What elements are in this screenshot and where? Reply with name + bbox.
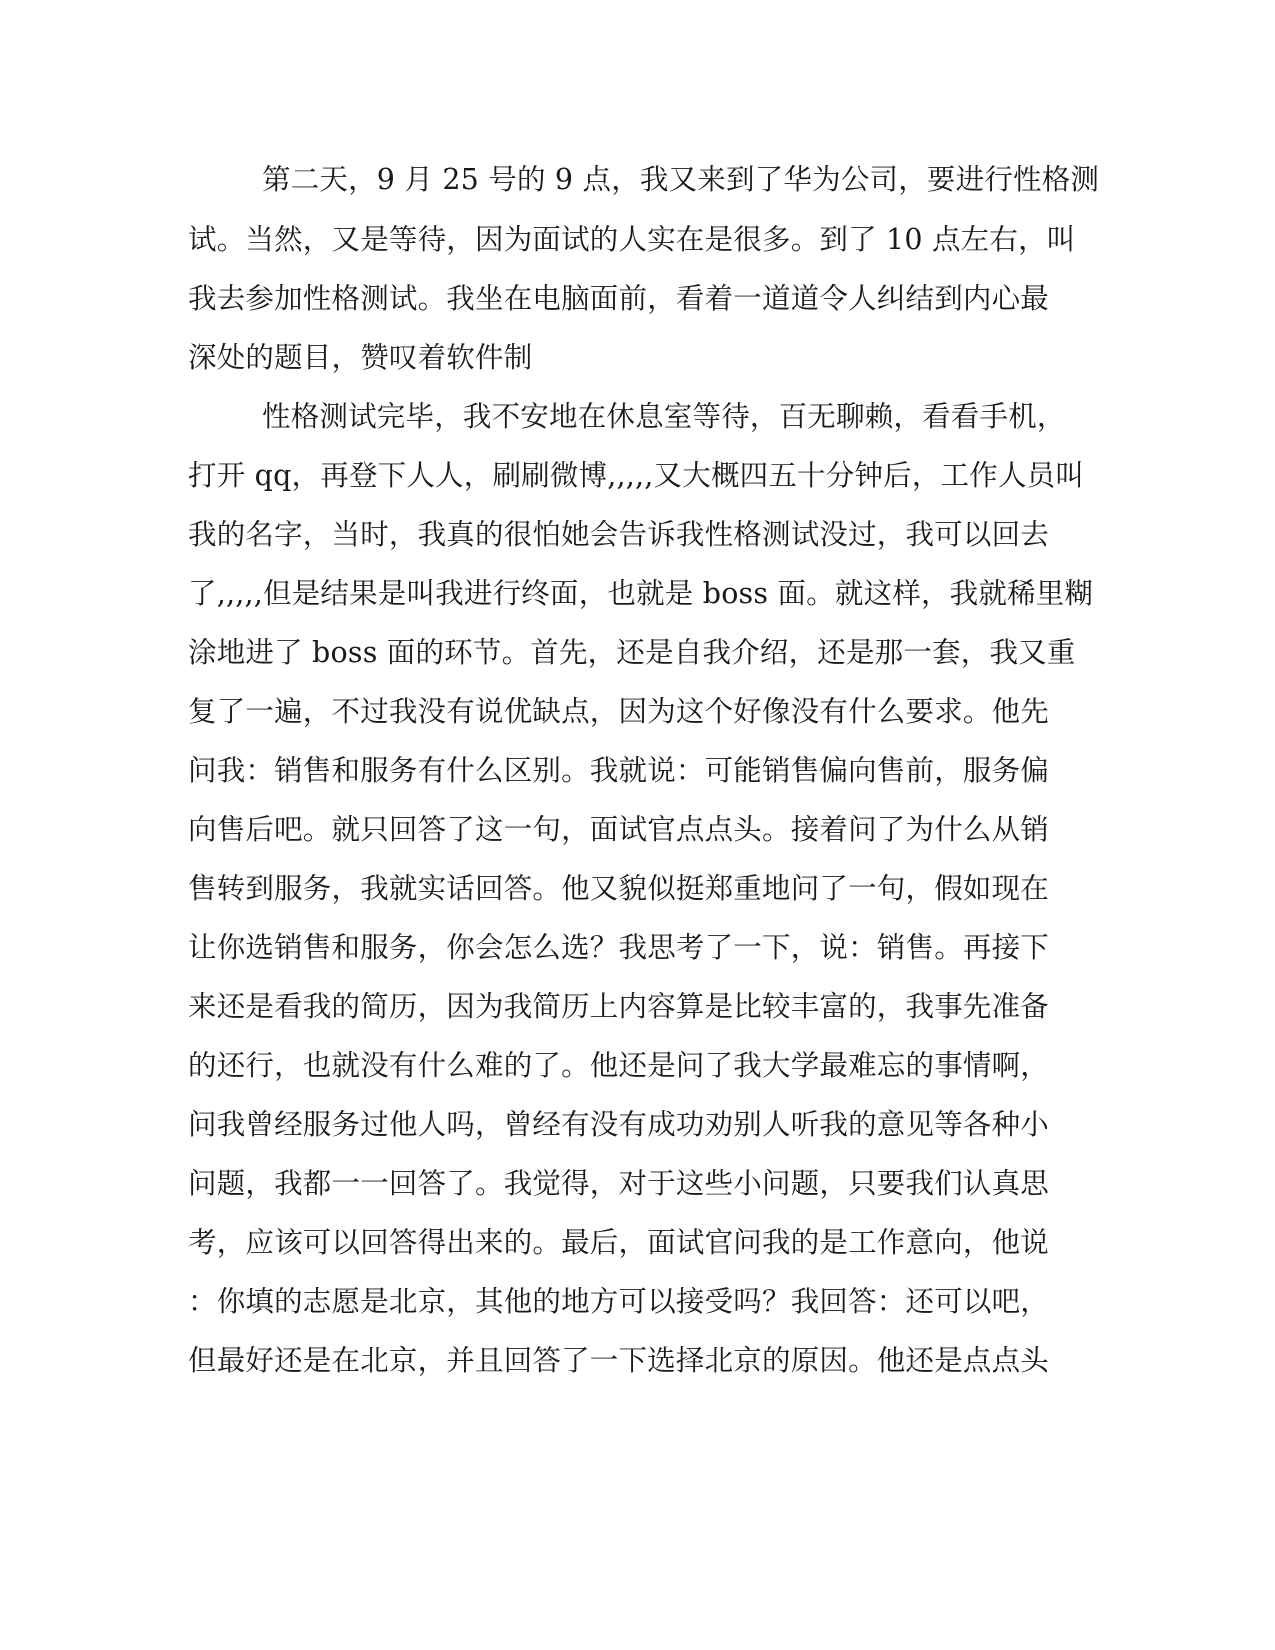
paragraph-2-line-10: 让你选销售和服务，你会怎么选？我思考了一下，说：销售。再接下 xyxy=(188,931,1050,964)
paragraph-1-line-4: 深处的题目，赞叹着软件制 xyxy=(188,341,533,374)
paragraph-2-line-7: 问我：销售和服务有什么区别。我就说：可能销售偏向售前，服务偏 xyxy=(188,754,1050,787)
paragraph-1-line-2: 试。当然，又是等待，因为面试的人实在是很多。到了 10 点左右，叫 xyxy=(188,223,1076,256)
paragraph-2-line-9: 售转到服务，我就实话回答。他又貌似挺郑重地问了一句，假如现在 xyxy=(188,872,1050,905)
paragraph-2-line-14: 问题，我都一一回答了。我觉得，对于这些小问题，只要我们认真思 xyxy=(188,1167,1050,1200)
paragraph-2-line-6: 复了一遍，不过我没有说优缺点，因为这个好像没有什么要求。他先 xyxy=(188,695,1050,728)
paragraph-2-line-12: 的还行，也就没有什么难的了。他还是问了我大学最难忘的事情啊， xyxy=(188,1049,1050,1082)
paragraph-2-line-1: 性格测试完毕，我不安地在休息室等待，百无聊赖，看看手机， xyxy=(262,400,1066,433)
paragraph-2-line-3: 我的名字，当时，我真的很怕她会告诉我性格测试没过，我可以回去 xyxy=(188,518,1050,551)
paragraph-2-line-17: 但最好还是在北京，并且回答了一下选择北京的原因。他还是点点头 xyxy=(188,1344,1050,1377)
paragraph-2-line-15: 考，应该可以回答得出来的。最后，面试官问我的是工作意向，他说 xyxy=(188,1226,1050,1259)
paragraph-2-line-16: ：你填的志愿是北京，其他的地方可以接受吗？我回答：还可以吧， xyxy=(188,1285,1050,1318)
paragraph-1-line-3: 我去参加性格测试。我坐在电脑面前，看着一道道令人纠结到内心最 xyxy=(188,282,1050,315)
paragraph-1-line-1: 第二天，9 月 25 号的 9 点，我又来到了华为公司，要进行性格测 xyxy=(262,163,1100,196)
paragraph-2-line-11: 来还是看我的简历，因为我简历上内容算是比较丰富的，我事先准备 xyxy=(188,990,1050,1023)
paragraph-2-line-2: 打开 qq，再登下人人，刷刷微博,,,,,又大概四五十分钟后，工作人员叫 xyxy=(188,459,1085,492)
paragraph-2-line-5: 涂地进了 boss 面的环节。首先，还是自我介绍，还是那一套，我又重 xyxy=(188,636,1076,669)
paragraph-2-line-4: 了,,,,,但是结果是叫我进行终面，也就是 boss 面。就这样，我就稀里糊 xyxy=(188,577,1094,610)
paragraph-2-line-13: 问我曾经服务过他人吗，曾经有没有成功劝别人听我的意见等各种小 xyxy=(188,1108,1050,1141)
paragraph-2-line-8: 向售后吧。就只回答了这一句，面试官点点头。接着问了为什么从销 xyxy=(188,813,1050,846)
